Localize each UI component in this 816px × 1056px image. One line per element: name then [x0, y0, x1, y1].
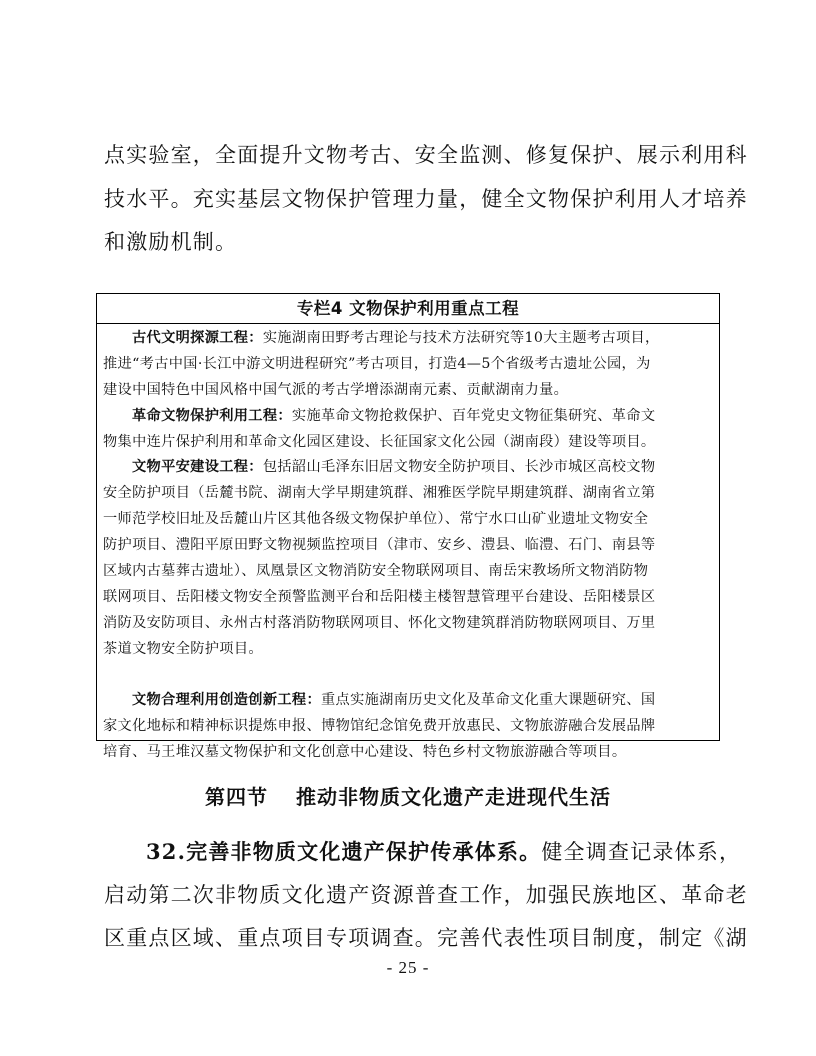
box-item-text: 实施革命文物抢救保护、百年党史文物征集研究、革命文: [291, 407, 656, 424]
box-item-line: 推进“考古中国·长江中游文明进程研究”考古项目，打造4—5个省级考古遗址公园，为: [103, 355, 651, 372]
paragraph-32: [104, 830, 748, 961]
paragraph-line: 区重点区域、重点项目专项调查。完善代表性项目制度，制定《湖: [104, 926, 748, 950]
box-item-lead: 革命文物保护利用工程：: [132, 407, 292, 424]
intro-line: 点实验室，全面提升文物考古、安全监测、修复保护、展示利用科: [104, 143, 748, 167]
box-item-line: 一师范学校旧址及岳麓山片区其他各级文物保护单位）、常宁水口山矿业遗址文物安全: [103, 511, 649, 528]
section-heading: [0, 781, 816, 810]
intro-paragraph: [104, 134, 748, 265]
box-item-line: 安全防护项目（岳麓书院、湖南大学早期建筑群、湘雅医学院早期建筑群、湖南省立第: [103, 485, 656, 502]
box-item-line: 家文化地标和精神标识提炼申报、博物馆纪念馆免费开放惠民、文物旅游融合发展品牌: [103, 718, 656, 735]
box-item-text: 重点实施湖南历史文化及革命文化重大课题研究、国: [321, 692, 656, 709]
section-number: 第四节: [205, 785, 268, 809]
box-item-first-line: [103, 688, 713, 714]
box-item-line: 防护项目、澧阳平原田野文物视频监控项目（津市、安乡、澧县、临澧、石门、南县等: [103, 537, 656, 554]
box-item-lead: 文物平安建设工程：: [132, 459, 263, 476]
box-item-line: 消防及安防项目、永州古村落消防物联网项目、怀化文物建筑群消防物联网项目、万里: [103, 614, 656, 631]
feature-box-title: 专栏4 文物保护利用重点工程: [97, 294, 719, 324]
paragraph-line: 启动第二次非物质文化遗产资源普查工作，加强民族地区、革命老: [104, 882, 748, 907]
intro-line: 和激励机制。: [104, 230, 238, 254]
feature-box: [96, 293, 720, 761]
box-item-lead: 文物合理利用创造创新工程：: [132, 692, 321, 709]
box-item-line: 建设中国特色中国风格中国气派的考古学增添湖南元素、贡献湖南力量。: [103, 381, 569, 398]
box-item-line: 茶道文物安全防护项目。: [103, 640, 263, 657]
paragraph-first-line: [104, 830, 742, 874]
box-item-line: [103, 663, 713, 689]
box-item-first-line: [103, 404, 713, 430]
box-item-text: 包括韶山毛泽东旧居文物安全防护项目、长沙市城区高校文物: [262, 459, 656, 476]
box-item-lead: 古代文明探源工程：: [132, 330, 263, 346]
box-item-first-line: [103, 455, 713, 481]
box-item-line: 物集中连片保护利用和革命文化园区建设、长征国家文化公园（湖南段）建设等项目。: [103, 433, 656, 450]
box-item-line: 联网项目、岳阳楼文物安全预警监测平台和岳阳楼主楼智慧管理平台建设、岳阳楼景区: [103, 588, 656, 605]
section-title: 推动非物质文化遗产走进现代生活: [296, 785, 611, 809]
box-item-first-line: [103, 326, 713, 352]
intro-line: 技水平。充实基层文物保护管理力量，健全文物保护利用人才培养: [104, 186, 748, 211]
paragraph-lead: 32.完善非物质文化遗产保护传承体系。: [146, 839, 542, 864]
paragraph-text: 健全调查记录体系，: [541, 840, 742, 864]
page-number: - 25 -: [386, 958, 430, 977]
box-item-line: 区域内古墓葬古遗址）、凤凰景区文物消防安全物联网项目、南岳宋教场所文物消防物: [103, 563, 649, 580]
box-item-text: 实施湖南田野考古理论与技术方法研究等10大主题考古项目，: [262, 330, 660, 346]
feature-box-body: [97, 324, 719, 766]
box-item-line: 培育、马王堆汉墓文物保护和文化创意中心建设、特色乡村文物旅游融合等项目。: [103, 744, 627, 761]
